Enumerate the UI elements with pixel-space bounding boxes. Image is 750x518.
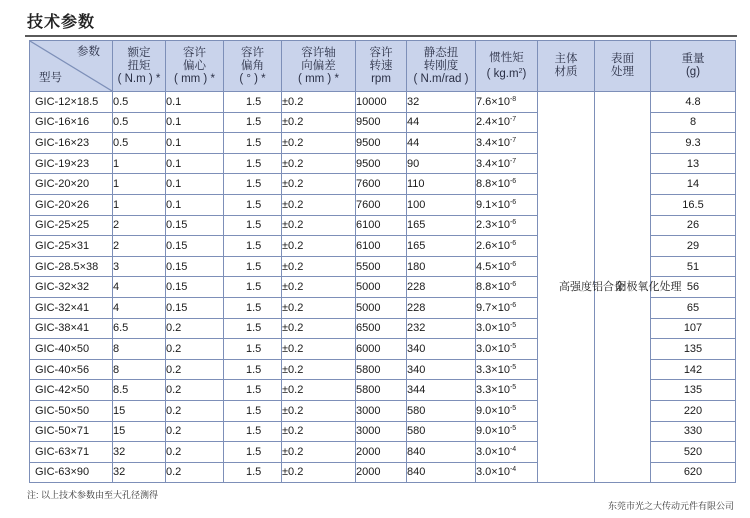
cell-torque: 15 bbox=[113, 400, 166, 421]
cell-axial: ±0.2 bbox=[282, 318, 356, 339]
material-text: 高强度铝合金 bbox=[559, 280, 625, 293]
cell-weight: 16.5 bbox=[651, 194, 736, 215]
cell-model: GIC-32×32 bbox=[30, 277, 113, 298]
cell-speed: 9500 bbox=[356, 153, 407, 174]
cell-eccentric: 0.1 bbox=[166, 112, 224, 133]
cell-angle: 1.5 bbox=[224, 277, 282, 298]
cell-stiffness: 232 bbox=[407, 318, 476, 339]
cell-inertia: $8.8\times 10^{-6}$ bbox=[476, 277, 538, 298]
cell-weight: 8 bbox=[651, 112, 736, 133]
cell-torque: 1 bbox=[113, 194, 166, 215]
cell-weight: 56 bbox=[651, 277, 736, 298]
cell-inertia: $9.7\times 10^{-6}$ bbox=[476, 297, 538, 318]
cell-torque: 1 bbox=[113, 153, 166, 174]
cell-stiffness: 44 bbox=[407, 112, 476, 133]
cell-stiffness: 165 bbox=[407, 215, 476, 236]
cell-stiffness: 165 bbox=[407, 236, 476, 257]
cell-inertia: $4.5\times 10^{-6}$ bbox=[476, 256, 538, 277]
cell-stiffness: 580 bbox=[407, 400, 476, 421]
table-body bbox=[30, 92, 736, 483]
cell-angle: 1.5 bbox=[224, 256, 282, 277]
cell-speed: 5000 bbox=[356, 297, 407, 318]
cell-weight: 135 bbox=[651, 380, 736, 401]
cell-torque: 4 bbox=[113, 297, 166, 318]
cell-eccentric: 0.15 bbox=[166, 277, 224, 298]
cell-stiffness: 180 bbox=[407, 256, 476, 277]
cell-inertia: $3.0\times 10^{-4}$ bbox=[476, 462, 538, 483]
cell-inertia: $9.1\times 10^{-6}$ bbox=[476, 194, 538, 215]
cell-stiffness: 580 bbox=[407, 421, 476, 442]
cell-inertia: $2.4\times 10^{-7}$ bbox=[476, 112, 538, 133]
cell-stiffness: 340 bbox=[407, 339, 476, 360]
cell-eccentric: 0.1 bbox=[166, 153, 224, 174]
cell-axial: ±0.2 bbox=[282, 215, 356, 236]
col-header-inertia: 惯性矩 ( $kg.m^2$) bbox=[476, 41, 538, 92]
cell-model: GIC-25×31 bbox=[30, 236, 113, 257]
col-header-eccentric: 容许 偏心 ( mm ) * bbox=[166, 41, 224, 92]
cell-speed: 10000 bbox=[356, 92, 407, 113]
col-header-material: 主体 材质 bbox=[538, 41, 595, 92]
cell-eccentric: 0.15 bbox=[166, 215, 224, 236]
spec-table bbox=[29, 40, 736, 483]
cell-axial: ±0.2 bbox=[282, 236, 356, 257]
cell-inertia: $9.0\times 10^{-5}$ bbox=[476, 421, 538, 442]
cell-torque: 8.5 bbox=[113, 380, 166, 401]
cell-model: GIC-32×41 bbox=[30, 297, 113, 318]
cell-angle: 1.5 bbox=[224, 297, 282, 318]
cell-model: GIC-50×50 bbox=[30, 400, 113, 421]
cell-inertia: $3.0\times 10^{-4}$ bbox=[476, 442, 538, 463]
section-title: 技术参数 bbox=[27, 14, 96, 31]
cell-torque: 32 bbox=[113, 462, 166, 483]
cell-weight: 330 bbox=[651, 421, 736, 442]
cell-eccentric: 0.2 bbox=[166, 359, 224, 380]
cell-torque: 1 bbox=[113, 174, 166, 195]
cell-torque: 0.5 bbox=[113, 112, 166, 133]
cell-weight: 51 bbox=[651, 256, 736, 277]
cell-axial: ±0.2 bbox=[282, 112, 356, 133]
title-underline bbox=[25, 35, 737, 37]
cell-torque: 2 bbox=[113, 215, 166, 236]
cell-eccentric: 0.2 bbox=[166, 339, 224, 360]
table-header-row bbox=[30, 41, 736, 92]
cell-axial: ±0.2 bbox=[282, 339, 356, 360]
cell-speed: 6100 bbox=[356, 236, 407, 257]
cell-stiffness: 90 bbox=[407, 153, 476, 174]
cell-inertia: $8.8\times 10^{-6}$ bbox=[476, 174, 538, 195]
cell-speed: 2000 bbox=[356, 442, 407, 463]
cell-axial: ±0.2 bbox=[282, 297, 356, 318]
company-name: 东莞市光之大传动元件有限公司 bbox=[607, 501, 734, 511]
cell-angle: 1.5 bbox=[224, 442, 282, 463]
cell-angle: 1.5 bbox=[224, 339, 282, 360]
cell-axial: ±0.2 bbox=[282, 277, 356, 298]
cell-weight: 29 bbox=[651, 236, 736, 257]
cell-speed: 6100 bbox=[356, 215, 407, 236]
cell-model: GIC-50×71 bbox=[30, 421, 113, 442]
cell-speed: 5800 bbox=[356, 380, 407, 401]
cell-eccentric: 0.2 bbox=[166, 462, 224, 483]
cell-eccentric: 0.2 bbox=[166, 421, 224, 442]
cell-angle: 1.5 bbox=[224, 462, 282, 483]
cell-stiffness: 344 bbox=[407, 380, 476, 401]
cell-axial: ±0.2 bbox=[282, 421, 356, 442]
cell-stiffness: 32 bbox=[407, 92, 476, 113]
cell-stiffness: 44 bbox=[407, 133, 476, 154]
cell-axial: ±0.2 bbox=[282, 174, 356, 195]
cell-eccentric: 0.1 bbox=[166, 194, 224, 215]
cell-eccentric: 0.15 bbox=[166, 297, 224, 318]
cell-speed: 7600 bbox=[356, 174, 407, 195]
cell-model: GIC-25×25 bbox=[30, 215, 113, 236]
cell-torque: 3 bbox=[113, 256, 166, 277]
cell-model: GIC-63×71 bbox=[30, 442, 113, 463]
cell-axial: ±0.2 bbox=[282, 133, 356, 154]
cell-model: GIC-42×50 bbox=[30, 380, 113, 401]
cell-stiffness: 340 bbox=[407, 359, 476, 380]
cell-speed: 9500 bbox=[356, 133, 407, 154]
cell-model: GIC-20×20 bbox=[30, 174, 113, 195]
cell-speed: 9500 bbox=[356, 112, 407, 133]
cell-inertia: $3.0\times 10^{-5}$ bbox=[476, 339, 538, 360]
cell-model: GIC-38×41 bbox=[30, 318, 113, 339]
cell-torque: 2 bbox=[113, 236, 166, 257]
cell-speed: 3000 bbox=[356, 421, 407, 442]
cell-angle: 1.5 bbox=[224, 318, 282, 339]
col-header-surface: 表面 处理 bbox=[595, 41, 651, 92]
corner-header bbox=[30, 41, 113, 92]
cell-weight: 220 bbox=[651, 400, 736, 421]
cell-stiffness: 840 bbox=[407, 442, 476, 463]
cell-model: GIC-16×16 bbox=[30, 112, 113, 133]
cell-weight: 14 bbox=[651, 174, 736, 195]
cell-torque: 15 bbox=[113, 421, 166, 442]
cell-weight: 9.3 bbox=[651, 133, 736, 154]
cell-weight: 65 bbox=[651, 297, 736, 318]
corner-label-param: 参数 bbox=[77, 46, 100, 58]
cell-torque: 0.5 bbox=[113, 133, 166, 154]
cell-model: GIC-40×50 bbox=[30, 339, 113, 360]
cell-model: GIC-20×26 bbox=[30, 194, 113, 215]
cell-weight: 620 bbox=[651, 462, 736, 483]
corner-label-model: 型号 bbox=[39, 72, 62, 84]
cell-inertia: $3.3\times 10^{-5}$ bbox=[476, 380, 538, 401]
cell-angle: 1.5 bbox=[224, 380, 282, 401]
cell-material bbox=[538, 92, 625, 483]
cell-angle: 1.5 bbox=[224, 215, 282, 236]
cell-speed: 5500 bbox=[356, 256, 407, 277]
cell-axial: ±0.2 bbox=[282, 92, 356, 113]
cell-angle: 1.5 bbox=[224, 174, 282, 195]
cell-speed: 6500 bbox=[356, 318, 407, 339]
cell-stiffness: 228 bbox=[407, 277, 476, 298]
cell-axial: ±0.2 bbox=[282, 400, 356, 421]
cell-eccentric: 0.15 bbox=[166, 256, 224, 277]
col-header-stiffness: 静态扭 转刚度 ( N.m/rad ) bbox=[407, 41, 476, 92]
cell-torque: 4 bbox=[113, 277, 166, 298]
cell-axial: ±0.2 bbox=[282, 256, 356, 277]
cell-model: GIC-12×18.5 bbox=[30, 92, 113, 113]
cell-angle: 1.5 bbox=[224, 133, 282, 154]
cell-eccentric: 0.15 bbox=[166, 236, 224, 257]
cell-angle: 1.5 bbox=[224, 92, 282, 113]
cell-model: GIC-28.5×38 bbox=[30, 256, 113, 277]
cell-eccentric: 0.2 bbox=[166, 442, 224, 463]
table-row bbox=[30, 92, 736, 113]
cell-model: GIC-40×56 bbox=[30, 359, 113, 380]
cell-eccentric: 0.1 bbox=[166, 92, 224, 113]
cell-weight: 26 bbox=[651, 215, 736, 236]
cell-axial: ±0.2 bbox=[282, 194, 356, 215]
cell-axial: ±0.2 bbox=[282, 153, 356, 174]
cell-inertia: $3.0\times 10^{-5}$ bbox=[476, 318, 538, 339]
cell-inertia: $2.3\times 10^{-6}$ bbox=[476, 215, 538, 236]
cell-angle: 1.5 bbox=[224, 400, 282, 421]
cell-inertia: $3.3\times 10^{-5}$ bbox=[476, 359, 538, 380]
cell-angle: 1.5 bbox=[224, 153, 282, 174]
cell-axial: ±0.2 bbox=[282, 442, 356, 463]
cell-inertia: $3.4\times 10^{-7}$ bbox=[476, 133, 538, 154]
cell-angle: 1.5 bbox=[224, 359, 282, 380]
cell-speed: 5800 bbox=[356, 359, 407, 380]
cell-axial: ±0.2 bbox=[282, 359, 356, 380]
col-header-weight: 重量 (g) bbox=[651, 41, 736, 92]
cell-speed: 2000 bbox=[356, 462, 407, 483]
cell-axial: ±0.2 bbox=[282, 462, 356, 483]
cell-angle: 1.5 bbox=[224, 236, 282, 257]
surface-text: 阳极氧化处理 bbox=[615, 280, 682, 293]
cell-eccentric: 0.2 bbox=[166, 318, 224, 339]
col-header-axial: 容许轴 向偏差 ( mm ) * bbox=[282, 41, 356, 92]
cell-weight: 4.8 bbox=[651, 92, 736, 113]
cell-model: GIC-63×90 bbox=[30, 462, 113, 483]
cell-inertia: $3.4\times 10^{-7}$ bbox=[476, 153, 538, 174]
cell-model: GIC-16×23 bbox=[30, 133, 113, 154]
cell-inertia: $9.0\times 10^{-5}$ bbox=[476, 400, 538, 421]
cell-weight: 107 bbox=[651, 318, 736, 339]
cell-angle: 1.5 bbox=[224, 421, 282, 442]
cell-eccentric: 0.1 bbox=[166, 133, 224, 154]
cell-weight: 142 bbox=[651, 359, 736, 380]
cell-angle: 1.5 bbox=[224, 112, 282, 133]
cell-torque: 8 bbox=[113, 339, 166, 360]
cell-speed: 5000 bbox=[356, 277, 407, 298]
cell-model: GIC-19×23 bbox=[30, 153, 113, 174]
cell-angle: 1.5 bbox=[224, 194, 282, 215]
cell-torque: 8 bbox=[113, 359, 166, 380]
col-header-torque: 额定 扭矩 ( N.m ) * bbox=[113, 41, 166, 92]
cell-eccentric: 0.2 bbox=[166, 400, 224, 421]
cell-weight: 135 bbox=[651, 339, 736, 360]
cell-inertia: $2.6\times 10^{-6}$ bbox=[476, 236, 538, 257]
cell-eccentric: 0.1 bbox=[166, 174, 224, 195]
cell-speed: 3000 bbox=[356, 400, 407, 421]
col-header-speed: 容许 转速 rpm bbox=[356, 41, 407, 92]
cell-inertia: $7.6\times 10^{-8}$ bbox=[476, 92, 538, 113]
footnote: 注: 以上技术参数由至大孔径测得 bbox=[27, 490, 159, 500]
cell-speed: 6000 bbox=[356, 339, 407, 360]
cell-stiffness: 228 bbox=[407, 297, 476, 318]
cell-speed: 7600 bbox=[356, 194, 407, 215]
cell-torque: 32 bbox=[113, 442, 166, 463]
cell-torque: 6.5 bbox=[113, 318, 166, 339]
cell-stiffness: 110 bbox=[407, 174, 476, 195]
col-header-angle: 容许 偏角 ( ° ) * bbox=[224, 41, 282, 92]
cell-stiffness: 840 bbox=[407, 462, 476, 483]
cell-weight: 13 bbox=[651, 153, 736, 174]
cell-axial: ±0.2 bbox=[282, 380, 356, 401]
cell-weight: 520 bbox=[651, 442, 736, 463]
cell-stiffness: 100 bbox=[407, 194, 476, 215]
cell-torque: 0.5 bbox=[113, 92, 166, 113]
cell-eccentric: 0.2 bbox=[166, 380, 224, 401]
